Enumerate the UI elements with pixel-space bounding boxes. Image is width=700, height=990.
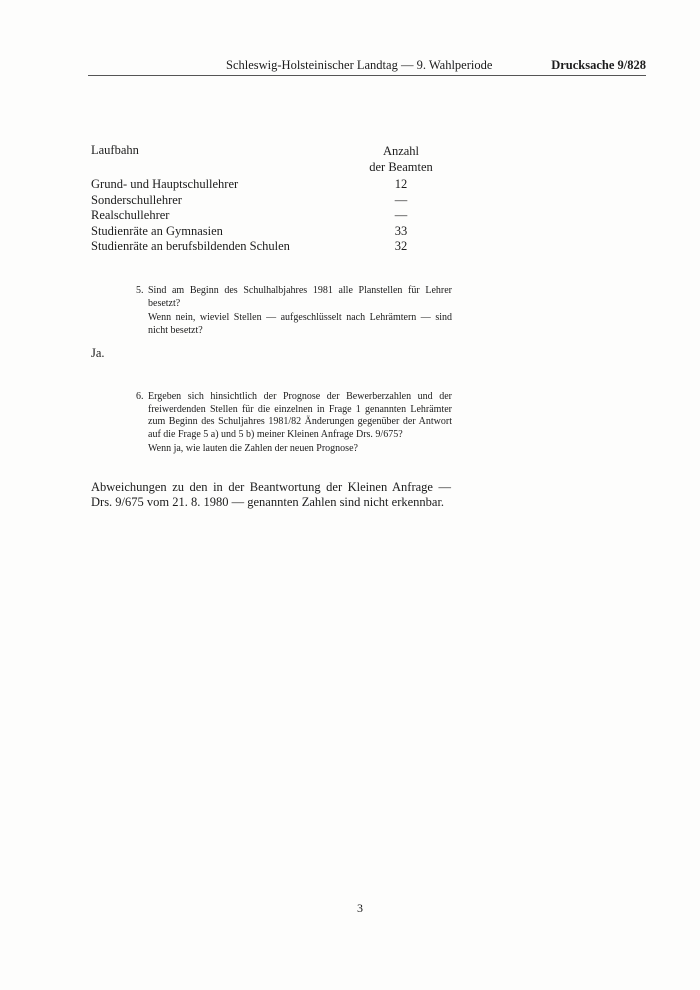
- table-row: [91, 239, 451, 255]
- document-number: Drucksache 9/828: [551, 58, 646, 72]
- column-header-count: [361, 143, 441, 175]
- question-followup: Wenn nein, wieviel Stellen — aufgeschlüsselt nach Lehrämtern — sind nicht besetzt?: [148, 312, 452, 336]
- question-text: Ergeben sich hinsichtlich der Prognose der Bewerberzahlen und der freiwerdenden Stellen für die einzelnen in Frage 1 genannten Lehrämter zum Beginn des Schuljahres 1981/82 Änderungen gegenüber der Antwort auf die Frage 5 a) und 5 b) meiner Kleinen Anfrage Drs. 9/675?: [148, 391, 452, 440]
- column-header-count-line1: Anzahl: [382, 144, 420, 158]
- question-text: Sind am Beginn des Schulhalbjahres 1981 alle Planstellen für Lehrer besetzt?: [148, 285, 452, 309]
- count-cell: 33: [394, 223, 408, 238]
- parliament-title: Schleswig-Holsteinischer Landtag — 9. Wahlperiode: [226, 58, 493, 72]
- header-divider: [88, 75, 646, 76]
- table-row: [91, 177, 451, 193]
- page-number: 3: [357, 901, 363, 915]
- teacher-count-table: [91, 143, 451, 255]
- column-header-count-line2: der Beamten: [369, 160, 433, 174]
- page-header: [88, 58, 646, 76]
- question-5: [136, 285, 452, 337]
- career-cell: Realschullehrer: [91, 208, 170, 222]
- question-number: 6.: [136, 391, 144, 402]
- career-cell: Sonderschullehrer: [91, 192, 182, 207]
- answer-5: Ja.: [91, 346, 105, 360]
- table-row: [91, 224, 451, 240]
- career-cell: Grund- und Hauptschullehrer: [91, 177, 239, 191]
- column-header-career: Laufbahn: [91, 143, 139, 157]
- career-cell: Studienräte an Gymnasien: [91, 223, 223, 238]
- count-cell: —: [394, 208, 408, 222]
- answer-6: Abweichungen zu den in der Beantwortung der Kleinen Anfrage — Drs. 9/675 vom 21. 8. 1980 — genannten Zahlen sind nicht erkennbar.: [91, 480, 451, 509]
- table-header: [91, 143, 451, 177]
- count-cell: 12: [394, 177, 408, 191]
- count-cell: 32: [394, 239, 408, 253]
- table-row: [91, 193, 451, 209]
- table-row: [91, 208, 451, 224]
- question-number: 5.: [136, 285, 144, 296]
- career-cell: Studienräte an berufsbildenden Schulen: [91, 239, 290, 253]
- question-followup: Wenn ja, wie lauten die Zahlen der neuen Prognose?: [148, 443, 358, 454]
- question-6: [136, 391, 452, 456]
- count-cell: —: [394, 192, 408, 207]
